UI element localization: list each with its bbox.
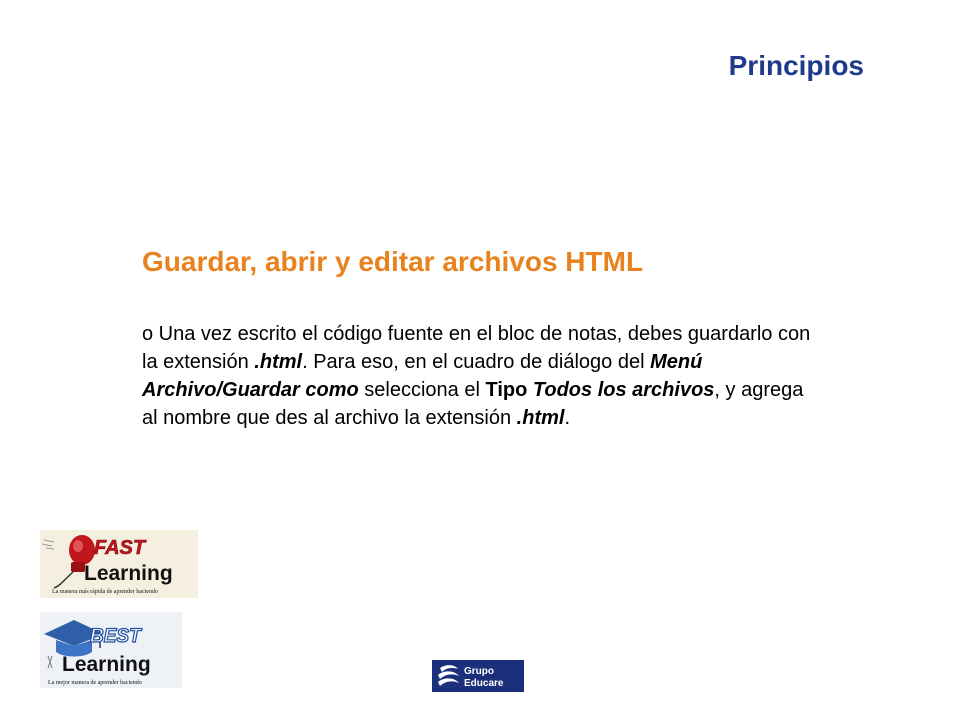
fast-tagline: La manera más rápida de aprender haciendo bbox=[52, 589, 158, 595]
extension-text: .html bbox=[516, 407, 565, 429]
text-run: . bbox=[564, 407, 571, 429]
file-type-text: Todos los archivos bbox=[532, 379, 715, 401]
text-run: . Para eso, en el cuadro de diálogo del bbox=[302, 351, 651, 373]
menu-path-text: Menú Archivo/Guardar como bbox=[142, 351, 703, 401]
text-run: selecciona el bbox=[358, 379, 486, 401]
educare-line1: Grupo bbox=[464, 666, 494, 677]
fast-learning-logo bbox=[40, 530, 198, 598]
extension-text: .html bbox=[254, 351, 303, 373]
learning-word: Learning bbox=[62, 653, 151, 676]
grupo-educare-logo bbox=[432, 660, 524, 692]
body-paragraph bbox=[142, 320, 812, 432]
learning-word: Learning bbox=[84, 562, 173, 585]
educare-line2: Educare bbox=[464, 678, 504, 689]
best-word: BEST bbox=[90, 626, 141, 647]
text-run: Una vez escrito el código fuente en el bloc de notas, debes guardarlo con la extensión bbox=[142, 323, 811, 373]
section-heading: Guardar, abrir y editar archivos HTML bbox=[142, 246, 644, 277]
best-tagline: La mejor manera de aprender haciendo bbox=[48, 680, 142, 686]
fast-word: FAST bbox=[94, 537, 146, 559]
best-learning-logo bbox=[40, 612, 182, 688]
page-title: Principios bbox=[728, 50, 864, 81]
bullet-marker: o bbox=[142, 323, 154, 345]
text-run: , y agrega al nombre que des al archivo la extensión bbox=[142, 379, 804, 429]
type-label-text: Tipo bbox=[485, 379, 528, 401]
